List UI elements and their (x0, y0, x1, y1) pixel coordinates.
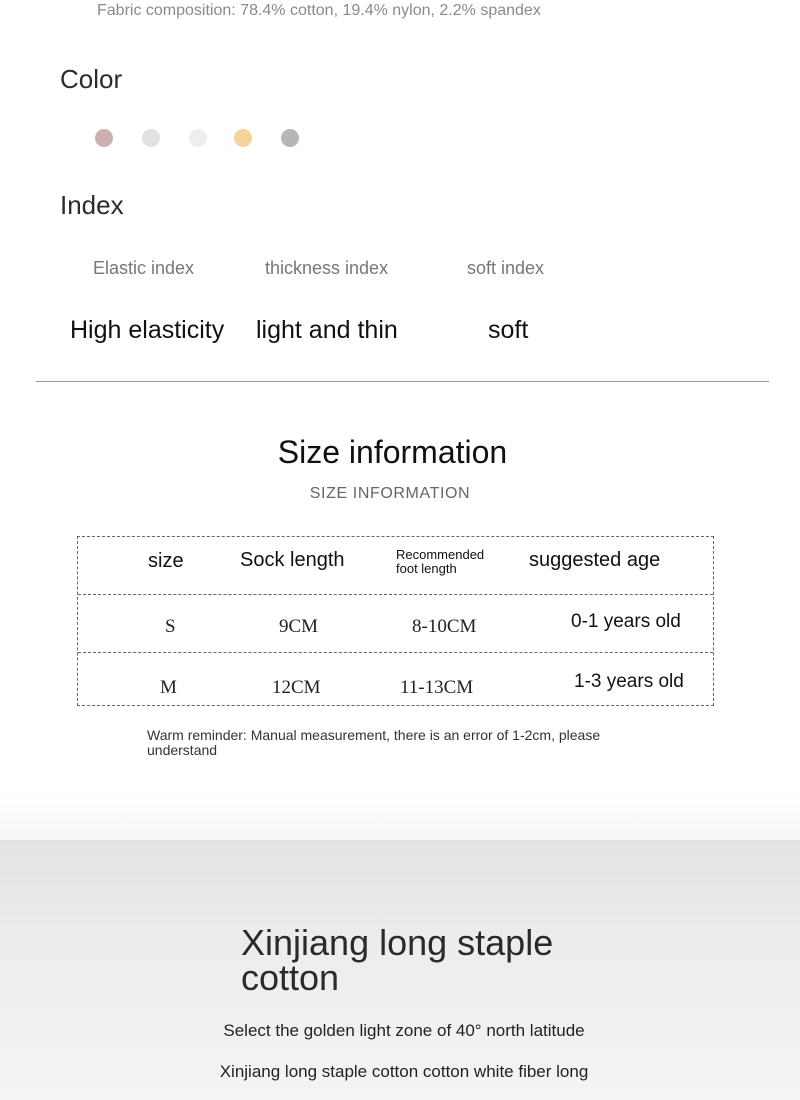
color-section-title: Color (60, 64, 123, 94)
size-section-title: Size information (277, 434, 508, 470)
cotton-line-1: Select the golden light zone of 40° north latitude (223, 1021, 585, 1040)
header-suggested-age: suggested age (529, 549, 661, 571)
fabric-composition: Fabric composition: 78.4% cotton, 19.4% nylon, 2.2% spandex (97, 2, 541, 19)
row-s-age: 0-1 years old (571, 611, 681, 632)
thickness-index-value: light and thin (256, 316, 398, 344)
header-foot-length (396, 548, 484, 576)
row-s-foot-length: 8-10CM (412, 616, 477, 637)
section-divider (36, 381, 769, 382)
section-fade (0, 790, 800, 842)
header-sock-length: Sock length (240, 549, 345, 571)
cotton-line-2: Xinjiang long staple cotton cotton white fiber long (219, 1062, 589, 1081)
color-swatch-off-white[interactable] (189, 129, 207, 147)
soft-index-label: soft index (467, 258, 545, 278)
color-swatch-gray[interactable] (281, 129, 299, 147)
color-swatch-apricot[interactable] (234, 129, 252, 147)
row-s-size: S (165, 616, 176, 637)
color-swatch-dusty-pink[interactable] (95, 129, 113, 147)
row-s-sock-length: 9CM (279, 616, 319, 637)
soft-index-value: soft (488, 316, 529, 344)
measurement-reminder: Warm reminder: Manual measurement, there is an error of 1-2cm, please understand (147, 727, 601, 758)
row-m-sock-length: 12CM (272, 677, 321, 698)
table-row-divider (78, 652, 713, 653)
index-section-title: Index (60, 190, 124, 220)
table-row-divider (78, 594, 713, 595)
thickness-index-label: thickness index (265, 258, 389, 278)
size-table (77, 536, 714, 706)
header-size: size (148, 550, 184, 572)
cotton-title: Xinjiang long staple cotton (241, 922, 554, 998)
row-m-foot-length: 11-13CM (400, 677, 474, 698)
elastic-index-value: High elasticity (70, 316, 225, 344)
row-m-age: 1-3 years old (574, 671, 684, 692)
header-foot-length-line1: Recommended (396, 547, 485, 562)
elastic-index-label: Elastic index (93, 258, 195, 278)
size-section-subtitle: SIZE INFORMATION (309, 485, 471, 502)
row-m-size: M (160, 677, 177, 698)
color-swatch-light-gray[interactable] (142, 129, 160, 147)
header-foot-length-line2: foot length (396, 561, 457, 576)
